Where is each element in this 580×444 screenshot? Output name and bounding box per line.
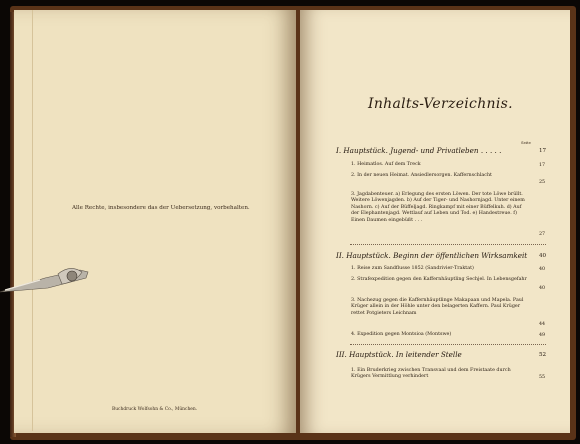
toc-entry-page: 17 (539, 163, 546, 168)
toc-entry: 2. Strafexpedition gegen den Kaffernhäuptling Sechjel. In Lebensgefahr (351, 277, 527, 282)
toc-entry: 2. In der neuen Heimat. Ansiedlersorgen. Kaffernschlacht (351, 173, 492, 178)
section-divider (350, 244, 546, 245)
page-column-header: Seite (521, 140, 531, 145)
toc-entry-page: 40 (539, 267, 546, 272)
toc-entry-page: 40 (539, 286, 546, 291)
section-page: 40 (539, 253, 547, 259)
toc-entry: 4. Expedition gegen Montsioa (Montswe) (351, 332, 452, 337)
left-page (14, 10, 296, 433)
page-clip-ornament (0, 262, 90, 302)
section-page: 17 (539, 148, 547, 154)
publisher-imprint: Buchdruck Wolfsohn & Co., München. (112, 407, 198, 412)
section-title: II. Hauptstück. Beginn der öffentlichen Wirksamkeit (336, 251, 528, 260)
section-page: 52 (539, 352, 547, 358)
toc-title: Inhalts-Verzeichnis. (368, 96, 513, 112)
toc-entry: 1. Reise zum Sandflusse 1852 (Sandrivier-Traktat) (351, 266, 474, 271)
toc-entry-page: 27 (539, 232, 546, 237)
toc-entry-page: 55 (539, 375, 546, 380)
section-divider (350, 344, 546, 345)
section-title: III. Hauptstück. In leitender Stelle (336, 350, 462, 359)
toc-entry-page: 44 (539, 322, 546, 327)
toc-entry-page: 25 (539, 180, 546, 185)
toc-entry: 1. Heimatlos. Auf dem Treck (351, 162, 421, 167)
toc-entry: 1. Ein Bruderkrieg zwischen Transvaal und dem Freistaate durch Krügers Vermittlung verhindert (351, 368, 511, 380)
toc-entry-page: 49 (539, 333, 546, 338)
left-page-fold (32, 10, 303, 431)
toc-entry: 3. Nachezug gegen die Kaffernhäuptlinge Makapaan und Mapela. Paul Krüger allein in der Höhle unter den belagerten Kaffern. Paul Krüger rettet Potgieters Leichnam (351, 298, 524, 316)
toc-entry: 3. Jagdabenteuer. a) Erlegung des ersten Löwen. Der tote Löwe brüllt. Weitere Löwenjagden. b) Auf der Tiger- und Nashornjagd. Unter einem Nashorn. c) Auf der Büffeljagd. Ringkampf mit einer Büffelkuh. d) Auf der Elephantenjagd. Wettlauf auf Leben und Tod. e) Handestreue. f) Einen Daumen eingebüßt . . . (351, 192, 525, 223)
copyright-notice: Alle Rechte, insbesondere das der Uebersetzung, vorbehalten. (72, 205, 250, 211)
section-title: I. Hauptstück. Jugend- und Privatleben . . . . . (336, 146, 502, 155)
